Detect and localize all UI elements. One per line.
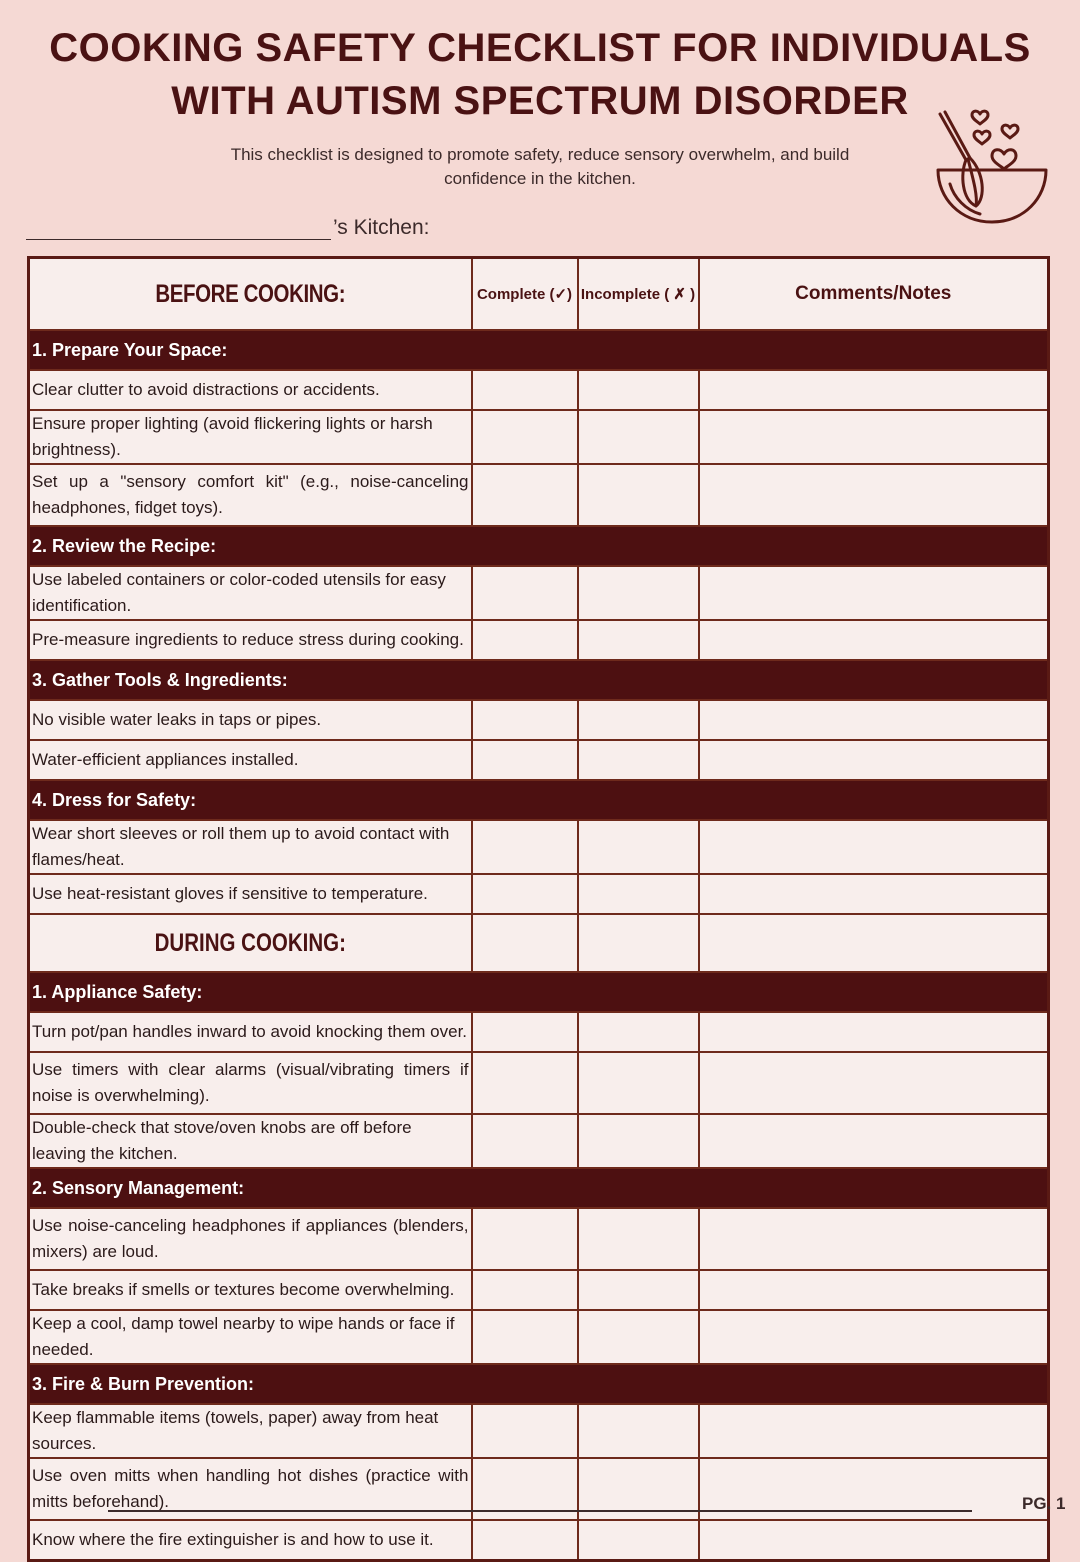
kitchen-label: ’s Kitchen: <box>333 216 430 239</box>
incomplete-checkbox-cell[interactable] <box>578 1520 699 1561</box>
incomplete-checkbox-cell[interactable] <box>578 1208 699 1270</box>
section-header <box>29 660 1049 700</box>
task-text: Use timers with clear alarms (visual/vibrating timers if noise is overwhelming). <box>29 1052 472 1114</box>
task-text: Wear short sleeves or roll them up to avoid contact with flames/heat. <box>29 820 472 874</box>
complete-checkbox-cell[interactable] <box>472 566 578 620</box>
during-notes-cell[interactable] <box>699 914 1049 972</box>
section-title: 3. Fire & Burn Prevention: <box>29 1364 1049 1404</box>
incomplete-checkbox-cell[interactable] <box>578 740 699 780</box>
task-text: No visible water leaks in taps or pipes. <box>29 700 472 740</box>
section-header <box>29 780 1049 820</box>
checklist-row <box>29 1208 1049 1270</box>
section-header <box>29 1168 1049 1208</box>
task-text: Turn pot/pan handles inward to avoid knocking them over. <box>29 1012 472 1052</box>
incomplete-checkbox-cell[interactable] <box>578 464 699 526</box>
task-text: Use heat-resistant gloves if sensitive to temperature. <box>29 874 472 914</box>
during-incomplete-cell[interactable] <box>578 914 699 972</box>
table-header <box>29 258 1049 331</box>
notes-cell[interactable] <box>699 820 1049 874</box>
during-complete-cell[interactable] <box>472 914 578 972</box>
checklist-table <box>27 256 1050 1562</box>
notes-column-header: Comments/Notes <box>699 258 1049 331</box>
checklist-row <box>29 874 1049 914</box>
title-line-1: COOKING SAFETY CHECKLIST FOR INDIVIDUALS <box>49 26 1031 70</box>
complete-checkbox-cell[interactable] <box>472 1012 578 1052</box>
complete-checkbox-cell[interactable] <box>472 464 578 526</box>
complete-checkbox-cell[interactable] <box>472 1052 578 1114</box>
incomplete-checkbox-cell[interactable] <box>578 1114 699 1168</box>
complete-checkbox-cell[interactable] <box>472 1310 578 1364</box>
complete-checkbox-cell[interactable] <box>472 1520 578 1561</box>
subtitle-line-2: confidence in the kitchen. <box>444 169 636 188</box>
incomplete-checkbox-cell[interactable] <box>578 874 699 914</box>
task-text: Use noise-canceling headphones if appliances (blenders, mixers) are loud. <box>29 1208 472 1270</box>
notes-cell[interactable] <box>699 740 1049 780</box>
section-header <box>29 526 1049 566</box>
incomplete-checkbox-cell[interactable] <box>578 1270 699 1310</box>
notes-cell[interactable] <box>699 1310 1049 1364</box>
notes-cell[interactable] <box>699 1052 1049 1114</box>
incomplete-checkbox-cell[interactable] <box>578 700 699 740</box>
task-text: Ensure proper lighting (avoid flickering lights or harsh brightness). <box>29 410 472 464</box>
during-cooking-heading-row <box>29 914 1049 972</box>
section-header <box>29 972 1049 1012</box>
notes-cell[interactable] <box>699 464 1049 526</box>
task-text: Clear clutter to avoid distractions or accidents. <box>29 370 472 410</box>
notes-cell[interactable] <box>699 1404 1049 1458</box>
incomplete-checkbox-cell[interactable] <box>578 1310 699 1364</box>
incomplete-checkbox-cell[interactable] <box>578 1012 699 1052</box>
complete-checkbox-cell[interactable] <box>472 410 578 464</box>
task-text: Use oven mitts when handling hot dishes (practice with mitts beforehand). <box>29 1458 472 1520</box>
title-line-2: WITH AUTISM SPECTRUM DISORDER <box>171 79 909 123</box>
task-text: Know where the fire extinguisher is and how to use it. <box>29 1520 472 1561</box>
complete-checkbox-cell[interactable] <box>472 1208 578 1270</box>
checklist-row <box>29 1270 1049 1310</box>
notes-cell[interactable] <box>699 700 1049 740</box>
complete-checkbox-cell[interactable] <box>472 700 578 740</box>
section-header <box>29 1364 1049 1404</box>
incomplete-checkbox-cell[interactable] <box>578 410 699 464</box>
checklist-row <box>29 464 1049 526</box>
notes-cell[interactable] <box>699 1012 1049 1052</box>
section-title: 1. Appliance Safety: <box>29 972 1049 1012</box>
footer-divider <box>108 1510 972 1512</box>
task-text: Water-efficient appliances installed. <box>29 740 472 780</box>
checklist-row <box>29 740 1049 780</box>
whisk-bowl-hearts-icon <box>928 108 1052 226</box>
complete-checkbox-cell[interactable] <box>472 620 578 660</box>
checklist-row <box>29 620 1049 660</box>
incomplete-checkbox-cell[interactable] <box>578 370 699 410</box>
incomplete-checkbox-cell[interactable] <box>578 1404 699 1458</box>
page-number: PG. 1 <box>1022 1494 1066 1513</box>
notes-cell[interactable] <box>699 1520 1049 1561</box>
task-text: Keep a cool, damp towel nearby to wipe hands or face if needed. <box>29 1310 472 1364</box>
task-text: Double-check that stove/oven knobs are off before leaving the kitchen. <box>29 1114 472 1168</box>
task-text: Set up a "sensory comfort kit" (e.g., noise-canceling headphones, fidget toys). <box>29 464 472 526</box>
complete-checkbox-cell[interactable] <box>472 1114 578 1168</box>
checklist-row <box>29 1520 1049 1561</box>
task-text: Take breaks if smells or textures become overwhelming. <box>29 1270 472 1310</box>
checklist-row <box>29 370 1049 410</box>
incomplete-checkbox-cell[interactable] <box>578 1052 699 1114</box>
notes-cell[interactable] <box>699 1114 1049 1168</box>
checklist-row <box>29 1310 1049 1364</box>
checklist-row <box>29 566 1049 620</box>
section-title: 4. Dress for Safety: <box>29 780 1049 820</box>
kitchen-name-field[interactable] <box>26 210 430 240</box>
subtitle-line-1: This checklist is designed to promote safety, reduce sensory overwhelm, and build <box>230 145 850 164</box>
subtitle <box>180 143 900 191</box>
incomplete-column-header: Incomplete ( ✗ ) <box>578 258 699 331</box>
notes-cell[interactable] <box>699 566 1049 620</box>
before-cooking-body <box>29 330 1049 914</box>
complete-checkbox-cell[interactable] <box>472 1404 578 1458</box>
section-title: 3. Gather Tools & Ingredients: <box>29 660 1049 700</box>
complete-checkbox-cell[interactable] <box>472 370 578 410</box>
checklist-row <box>29 700 1049 740</box>
checklist-row <box>29 1012 1049 1052</box>
notes-cell[interactable] <box>699 1208 1049 1270</box>
before-cooking-heading: BEFORE COOKING: <box>29 258 472 331</box>
notes-cell[interactable] <box>699 410 1049 464</box>
incomplete-checkbox-cell[interactable] <box>578 620 699 660</box>
kitchen-name-blank[interactable] <box>26 211 331 240</box>
section-title: 1. Prepare Your Space: <box>29 330 1049 370</box>
checklist-row <box>29 1052 1049 1114</box>
checklist-row <box>29 1114 1049 1168</box>
during-cooking-heading: DURING COOKING: <box>29 914 472 972</box>
during-cooking-body <box>29 972 1049 1561</box>
complete-checkbox-cell[interactable] <box>472 874 578 914</box>
section-header <box>29 330 1049 370</box>
complete-checkbox-cell[interactable] <box>472 740 578 780</box>
task-text: Pre-measure ingredients to reduce stress during cooking. <box>29 620 472 660</box>
section-title: 2. Sensory Management: <box>29 1168 1049 1208</box>
notes-cell[interactable] <box>699 1270 1049 1310</box>
complete-checkbox-cell[interactable] <box>472 1270 578 1310</box>
incomplete-checkbox-cell[interactable] <box>578 820 699 874</box>
notes-cell[interactable] <box>699 620 1049 660</box>
checklist-row <box>29 410 1049 464</box>
page-title <box>0 22 1080 128</box>
notes-cell[interactable] <box>699 370 1049 410</box>
checklist-row <box>29 1404 1049 1458</box>
incomplete-checkbox-cell[interactable] <box>578 566 699 620</box>
checklist-row <box>29 820 1049 874</box>
task-text: Keep flammable items (towels, paper) away from heat sources. <box>29 1404 472 1458</box>
complete-checkbox-cell[interactable] <box>472 820 578 874</box>
section-title: 2. Review the Recipe: <box>29 526 1049 566</box>
notes-cell[interactable] <box>699 874 1049 914</box>
task-text: Use labeled containers or color-coded utensils for easy identification. <box>29 566 472 620</box>
complete-column-header: Complete (✓) <box>472 258 578 331</box>
